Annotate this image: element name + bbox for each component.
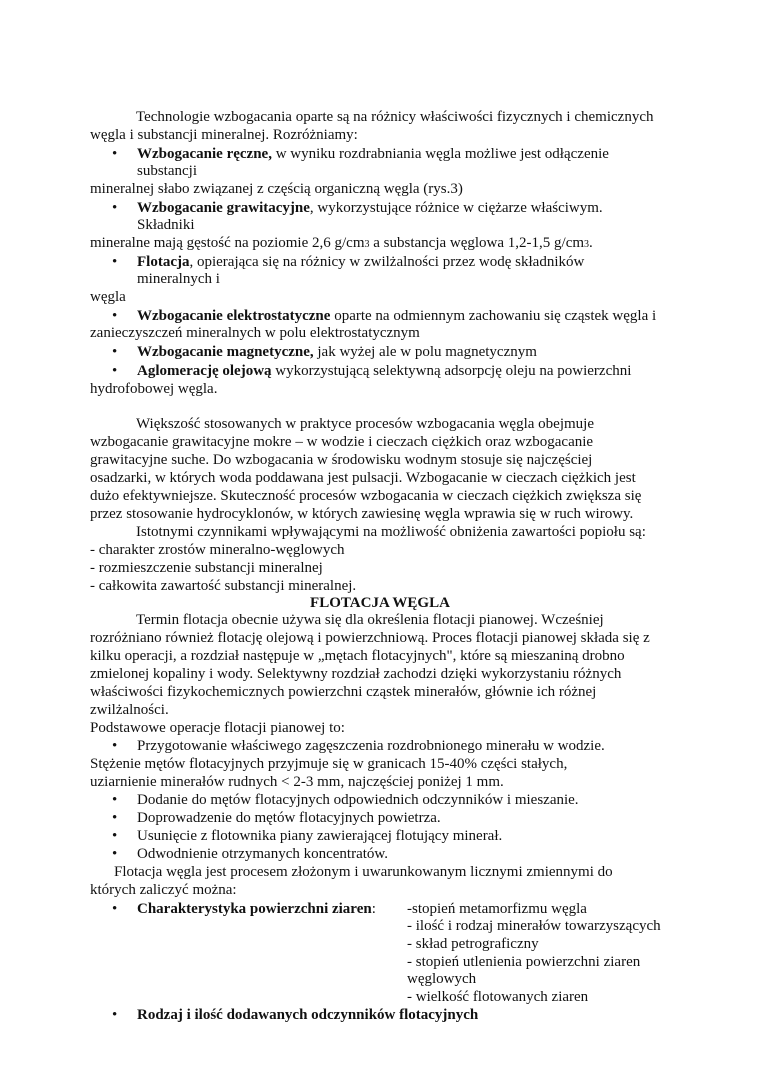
- paragraph-line: Termin flotacja obecnie używa się dla określenia flotacji pianowej. Wcześniej: [136, 612, 604, 628]
- operation-item-line-2: Stężenie mętów flotacyjnych przyjmuje się w granicach 15-40% części stałych,: [90, 756, 568, 772]
- bullet-icon: [112, 145, 117, 163]
- bullet-title: Wzbogacanie elektrostatyczne: [137, 308, 331, 324]
- bullet-icon: [112, 1006, 117, 1024]
- paragraph-line: Flotacja węgla jest procesem złożonym i uwarunkowanym licznymi zmiennymi do: [114, 864, 613, 880]
- paragraph-line: Podstawowe operacje flotacji pianowej to:: [90, 720, 345, 736]
- bullet-title: Wzbogacanie ręczne,: [137, 146, 272, 162]
- factor-title: Rodzaj i ilość dodawanych odczynników flotacyjnych: [137, 1007, 479, 1023]
- paragraph-line: przez stosowanie hydrocyklonów, w których zawiesinę węgla wprawia się w ruch wirowy.: [90, 506, 634, 522]
- density-text-b: a substancja węglowa 1,2-1,5 g/cm: [369, 235, 585, 251]
- bullet-title: Wzbogacanie grawitacyjne: [137, 200, 310, 216]
- bullet-icon: [112, 199, 117, 217]
- paragraph-line: grawitacyjne suche. Do wzbogacania w środowisku wodnym stosuje się najczęściej: [90, 452, 593, 468]
- bullet-icon: [112, 737, 117, 755]
- bullet-icon: [112, 343, 117, 361]
- intro-line-2: węgla i substancji mineralnej. Rozróżniamy:: [90, 127, 358, 143]
- bullet-gravity-line-2: Składniki: [137, 217, 195, 233]
- density-text-c: .: [589, 235, 593, 251]
- bullet-flotation-line-3: węgla: [90, 289, 126, 305]
- bullet-icon: [112, 845, 117, 863]
- density-text-a: mineralne mają gęstość na poziomie 2,6 g/cm: [90, 235, 365, 251]
- bullet-flotation-line-2: mineralnych i: [137, 271, 220, 287]
- operation-item: Dodanie do mętów flotacyjnych odpowiednich odczynników i mieszanie.: [137, 792, 579, 808]
- bullet-text: w wyniku rozdrabniania węgla możliwe jest odłączenie: [271, 146, 609, 162]
- paragraph-line: Istotnymi czynnikami wpływającymi na możliwość obniżenia zawartości popiołu są:: [136, 524, 646, 540]
- dash-list-item: - całkowita zawartość substancji mineralnej.: [90, 578, 357, 594]
- operation-item: Usunięcie z flotownika piany zawierającej flotujący minerał.: [137, 828, 503, 844]
- bullet-gravity: [137, 199, 603, 217]
- paragraph-line: których zaliczyć można:: [90, 882, 237, 898]
- paragraph-line: rozróżniano również flotację olejową i powierzchniową. Proces flotacji pianowej składa się z: [90, 630, 650, 646]
- bullet-electrostatic-line-2: zanieczyszczeń mineralnych w polu elektrostatycznym: [90, 325, 420, 341]
- bullet-icon: [112, 307, 117, 325]
- intro-line-1: Technologie wzbogacania oparte są na różnicy właściwości fizycznych i chemicznych: [136, 109, 654, 125]
- bullet-text: oparte na odmiennym zachowaniu się cząstek węgla i: [330, 308, 657, 324]
- dash-list-item: - charakter zrostów mineralno-węglowych: [90, 542, 345, 558]
- bullet-title: Flotacja: [137, 254, 190, 270]
- factor-colon: :: [371, 901, 376, 917]
- factor-surface: [137, 900, 376, 918]
- unit-exponent: 3: [364, 239, 370, 250]
- bullet-icon: [112, 253, 117, 271]
- bullet-manual: [137, 145, 609, 163]
- bullet-text: , opierająca się na różnicy w zwilżalności przez wodę składników: [189, 254, 585, 270]
- bullet-manual-line-3: mineralnej słabo związanej z częścią organiczną węgla (rys.3): [90, 181, 463, 197]
- bullet-gravity-line-3: [90, 234, 593, 254]
- bullet-icon: [112, 809, 117, 827]
- bullet-icon: [112, 362, 117, 380]
- bullet-oil-agglomeration-line-2: hydrofobowej węgla.: [90, 381, 218, 397]
- factor-reagents: [137, 1006, 478, 1024]
- bullet-icon: [112, 900, 117, 918]
- paragraph-line: kilku operacji, a rozdział następuje w „mętach flotacyjnych", które są mieszaniną drobno: [90, 648, 625, 664]
- bullet-magnetic: [137, 343, 537, 361]
- factor-list-item: - wielkość flotowanych ziaren: [407, 989, 589, 1005]
- bullet-flotation: [137, 253, 584, 271]
- factor-list-item: -stopień metamorfizmu węgla: [407, 901, 587, 917]
- paragraph-line: osadzarki, w których woda poddawana jest pulsacji. Wzbogacanie w cieczach ciężkich jest: [90, 470, 636, 486]
- paragraph-line: właściwości fizykochemicznych powierzchni cząstek minerałów, głównie ich różnej: [90, 684, 597, 700]
- bullet-icon: [112, 791, 117, 809]
- bullet-text: jak wyżej ale w polu magnetycznym: [313, 344, 537, 360]
- paragraph-line: dużo efektywniejsze. Skuteczność procesów wzbogacania w cieczach ciężkich zwiększa się: [90, 488, 642, 504]
- paragraph-line: zwilżalności.: [90, 702, 169, 718]
- operation-item: Przygotowanie właściwego zagęszczenia rozdrobnionego minerału w wodzie.: [137, 738, 605, 754]
- factor-list-item: węglowych: [407, 971, 477, 987]
- section-heading: FLOTACJA WĘGLA: [310, 595, 450, 611]
- operation-item: Odwodnienie otrzymanych koncentratów.: [137, 846, 389, 862]
- factor-list-item: - skład petrograficzny: [407, 936, 539, 952]
- bullet-text: , wykorzystujące różnice w ciężarze właściwym.: [309, 200, 603, 216]
- factor-list-item: - stopień utlenienia powierzchni ziaren: [407, 954, 641, 970]
- operation-item-line-3: uziarnienie minerałów rudnych < 2-3 mm, najczęściej poniżej 1 mm.: [90, 774, 504, 790]
- bullet-oil-agglomeration: [137, 362, 631, 380]
- dash-list-item: - rozmieszczenie substancji mineralnej: [90, 560, 323, 576]
- bullet-icon: [112, 827, 117, 845]
- factor-title: Charakterystyka powierzchni ziaren: [137, 901, 372, 917]
- paragraph-line: zmielonej kopaliny i wody. Selektywny rozdział zachodzi dzięki wykorzystaniu różnych: [90, 666, 622, 682]
- bullet-manual-line-2: substancji: [137, 163, 197, 179]
- unit-exponent: 3: [584, 239, 590, 250]
- bullet-text: wykorzystującą selektywną adsorpcję oleju na powierzchni: [271, 363, 632, 379]
- bullet-title: Wzbogacanie magnetyczne,: [137, 344, 314, 360]
- bullet-title: Aglomerację olejową: [137, 363, 272, 379]
- bullet-electrostatic: [137, 307, 656, 325]
- factor-list-item: - ilość i rodzaj minerałów towarzyszących: [407, 918, 661, 934]
- paragraph-line: wzbogacanie grawitacyjne mokre – w wodzie i cieczach ciężkich oraz wzbogacanie: [90, 434, 594, 450]
- operation-item: Doprowadzenie do mętów flotacyjnych powietrza.: [137, 810, 441, 826]
- paragraph-line: Większość stosowanych w praktyce procesów wzbogacania węgla obejmuje: [136, 416, 594, 432]
